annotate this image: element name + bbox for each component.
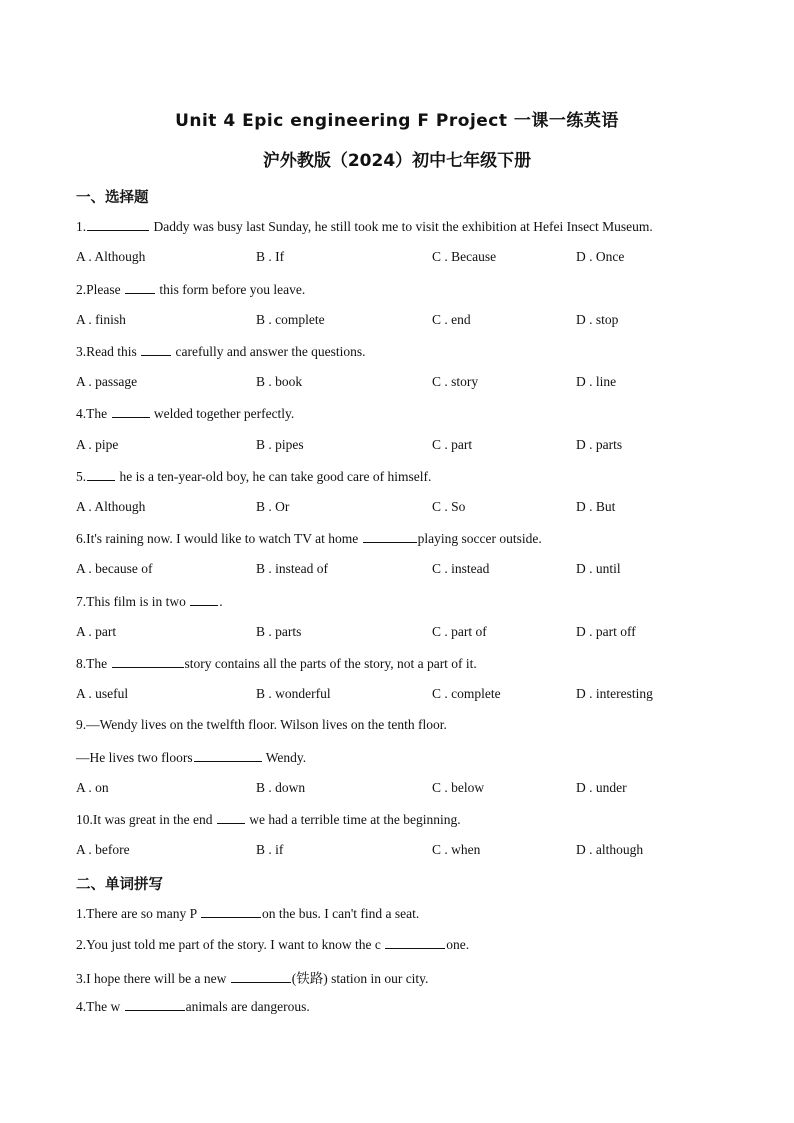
options-9 — [76, 780, 716, 798]
option-d: D . interesting — [576, 686, 653, 701]
options-8 — [76, 686, 716, 704]
question-8: 8.The story contains all the parts of the story, not a part of it. — [76, 656, 477, 671]
answer-blank — [201, 905, 261, 918]
option-a: A . part — [76, 624, 117, 639]
spelling-item-1: 1.There are so many P on the bus. I can't find a seat. — [76, 906, 420, 921]
options-5 — [76, 499, 716, 517]
option-b: B . parts — [256, 624, 302, 639]
answer-blank — [112, 405, 150, 418]
option-c: C . part — [432, 437, 473, 452]
option-b: B . Or — [256, 499, 290, 514]
section-heading-spelling: 二、单词拼写 — [76, 877, 163, 893]
option-a: A . before — [76, 842, 130, 857]
option-a: A . pipe — [76, 437, 119, 452]
spelling-item-3: 3.I hope there will be a new (铁路) station in our city. — [76, 971, 429, 986]
answer-blank — [194, 749, 262, 762]
answer-blank — [141, 343, 171, 356]
option-d: D . under — [576, 780, 627, 795]
question-7: 7.This film is in two . — [76, 594, 223, 609]
answer-blank — [385, 936, 445, 949]
option-a: A . because of — [76, 561, 153, 576]
option-c: C . Because — [432, 249, 497, 264]
option-b: B . book — [256, 374, 303, 389]
option-a: A . useful — [76, 686, 129, 701]
answer-blank — [112, 655, 184, 668]
answer-blank — [217, 811, 245, 824]
option-b: B . wonderful — [256, 686, 331, 701]
options-4 — [76, 437, 716, 455]
question-9-reply: —He lives two floors Wendy. — [76, 750, 307, 765]
option-a: A . Although — [76, 249, 146, 264]
option-c: C . instead — [432, 561, 490, 576]
option-b: B . complete — [256, 312, 325, 327]
question-2: 2.Please this form before you leave. — [76, 282, 306, 297]
option-a: A . on — [76, 780, 109, 795]
answer-blank — [363, 530, 417, 543]
option-b: B . pipes — [256, 437, 304, 452]
option-b: B . down — [256, 780, 306, 795]
option-a: A . passage — [76, 374, 138, 389]
option-b: B . if — [256, 842, 284, 857]
question-6: 6.It's raining now. I would like to watch TV at home playing soccer outside. — [76, 531, 542, 546]
option-c: C . part of — [432, 624, 487, 639]
option-c: C . end — [432, 312, 471, 327]
question-1: 1. Daddy was busy last Sunday, he still took me to visit the exhibition at Hefei Insect Museum. — [76, 219, 653, 234]
options-10 — [76, 842, 716, 860]
option-a: A . Although — [76, 499, 146, 514]
question-9: 9.—Wendy lives on the twelfth floor. Wilson lives on the tenth floor. — [76, 717, 447, 732]
option-d: D . parts — [576, 437, 623, 452]
options-7 — [76, 624, 716, 642]
answer-blank — [87, 218, 149, 231]
answer-blank — [125, 281, 155, 294]
option-b: B . If — [256, 249, 285, 264]
page-subtitle: 沪外教版（2024）初中七年级下册 — [262, 151, 532, 171]
question-5: 5. he is a ten-year-old boy, he can take good care of himself. — [76, 469, 432, 484]
section-heading-choice: 一、选择题 — [76, 190, 149, 206]
options-3 — [76, 374, 716, 392]
answer-blank — [231, 970, 291, 983]
option-c: C . story — [432, 374, 479, 389]
spelling-item-4: 4.The w animals are dangerous. — [76, 999, 310, 1014]
option-d: D . although — [576, 842, 644, 857]
answer-blank — [87, 468, 115, 481]
option-b: B . instead of — [256, 561, 328, 576]
answer-blank — [125, 998, 185, 1011]
answer-blank — [190, 593, 218, 606]
option-d: D . line — [576, 374, 617, 389]
option-d: D . until — [576, 561, 621, 576]
option-c: C . below — [432, 780, 485, 795]
question-3: 3.Read this carefully and answer the questions. — [76, 344, 366, 359]
question-10: 10.It was great in the end we had a terrible time at the beginning. — [76, 812, 461, 827]
options-1 — [76, 249, 716, 267]
option-a: A . finish — [76, 312, 126, 327]
spelling-item-2: 2.You just told me part of the story. I want to know the c one. — [76, 937, 470, 952]
option-d: D . But — [576, 499, 616, 514]
option-d: D . Once — [576, 249, 625, 264]
option-c: C . So — [432, 499, 466, 514]
page-title: Unit 4 Epic engineering F Project 一课一练英语 — [175, 111, 619, 131]
question-4: 4.The welded together perfectly. — [76, 406, 295, 421]
options-6 — [76, 561, 716, 579]
options-2 — [76, 312, 716, 330]
option-c: C . complete — [432, 686, 501, 701]
option-d: D . part off — [576, 624, 636, 639]
option-c: C . when — [432, 842, 481, 857]
option-d: D . stop — [576, 312, 619, 327]
